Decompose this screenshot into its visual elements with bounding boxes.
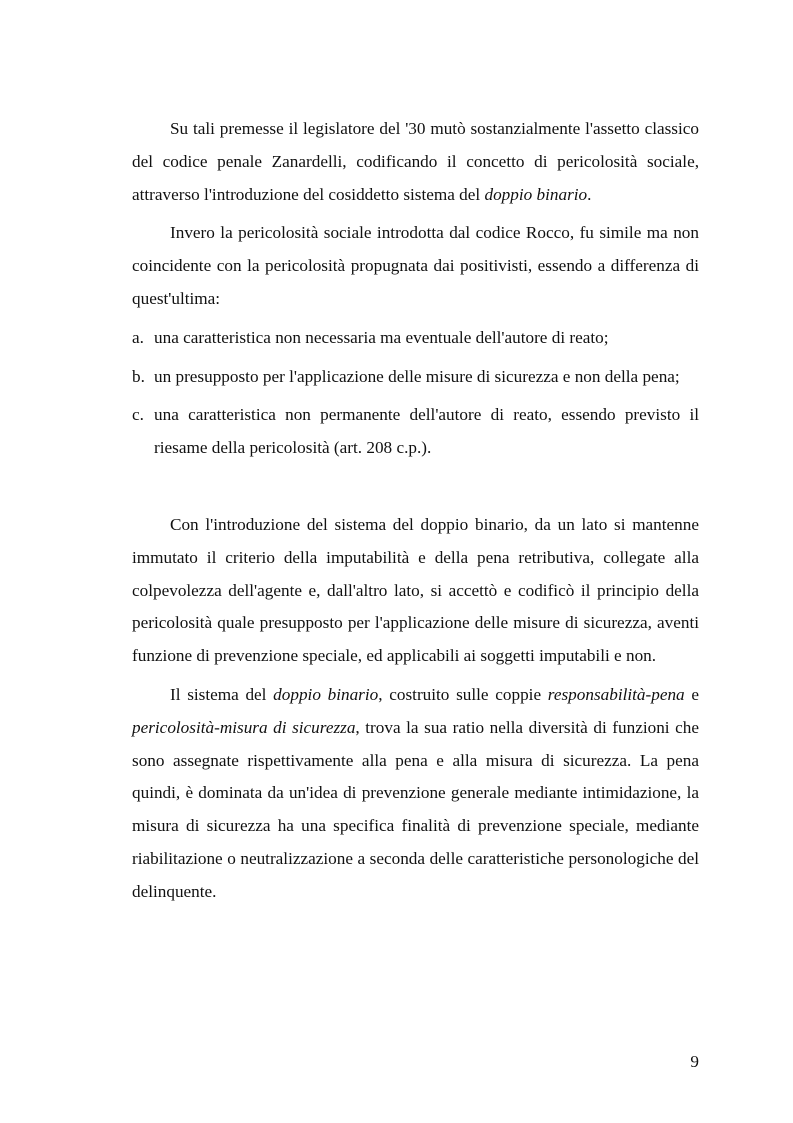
italic-term: pericolosità-misura di sicurezza [132, 717, 356, 737]
italic-term: responsabilità-pena [547, 684, 685, 704]
paragraph-sistema [132, 679, 699, 909]
list-marker: c. [132, 405, 144, 425]
paragraph-text: , costruito sulle coppie [378, 684, 548, 704]
list-item-text: un presupposto per l'applicazione delle misure di sicurezza e non della pena; [154, 366, 680, 386]
list-item-text: una caratteristica non permanente dell'autore di reato, essendo previsto il riesame della pericolosità (art. 208 c.p.). [154, 405, 699, 458]
characteristics-list [132, 322, 699, 465]
paragraph-text: . [587, 184, 592, 204]
section-gap [132, 471, 699, 509]
italic-term: doppio binario [484, 184, 588, 204]
paragraph-text: , trova la sua ratio nella diversità di funzioni che sono assegnate rispettivamente alla pena e alla misura di sicurezza. La pena quindi, è dominata da un'idea di prevenzione generale mediante intimidazione, la misura di sicurezza ha una specifica finalità di prevenzione speciale, mediante riabilitazione o neutralizzazione a seconda delle caratteristiche personologiche del delinquente. [132, 717, 699, 901]
list-marker: a. [132, 327, 144, 347]
paragraph-text: Il sistema del [170, 684, 274, 704]
paragraph-text: e [684, 684, 699, 704]
list-item [132, 361, 699, 394]
italic-term: doppio binario [273, 684, 379, 704]
page-body [132, 113, 699, 915]
paragraph-introduzione: Con l'introduzione del sistema del doppio binario, da un lato si mantenne immutato il criterio della imputabilità e della pena retributiva, collegate alla colpevolezza dell'agente e, dall'altro lato, si accettò e codificò il principio della pericolosità quale presupposto per l'applicazione delle misure di sicurezza, aventi funzione di prevenzione speciale, ed applicabili ai soggetti imputabili e non. [132, 514, 699, 666]
paragraph-legislatore [132, 113, 699, 211]
list-item [132, 322, 699, 355]
list-marker: b. [132, 366, 145, 386]
paragraph-pericolosita: Invero la pericolosità sociale introdotta dal codice Rocco, fu simile ma non coincidente con la pericolosità propugnata dai positivisti, essendo a differenza di quest'ultima: [132, 223, 699, 308]
page-number: 9 [690, 1052, 699, 1071]
list-item [132, 399, 699, 465]
list-item-text: una caratteristica non necessaria ma eventuale dell'autore di reato; [154, 327, 609, 347]
paragraph-text: Su tali premesse il legislatore del '30 mutò sostanzialmente l'assetto classico del codice penale Zanardelli, codificando il concetto di pericolosità sociale, attraverso l'introduzione del cosiddetto sistema del [132, 119, 699, 204]
